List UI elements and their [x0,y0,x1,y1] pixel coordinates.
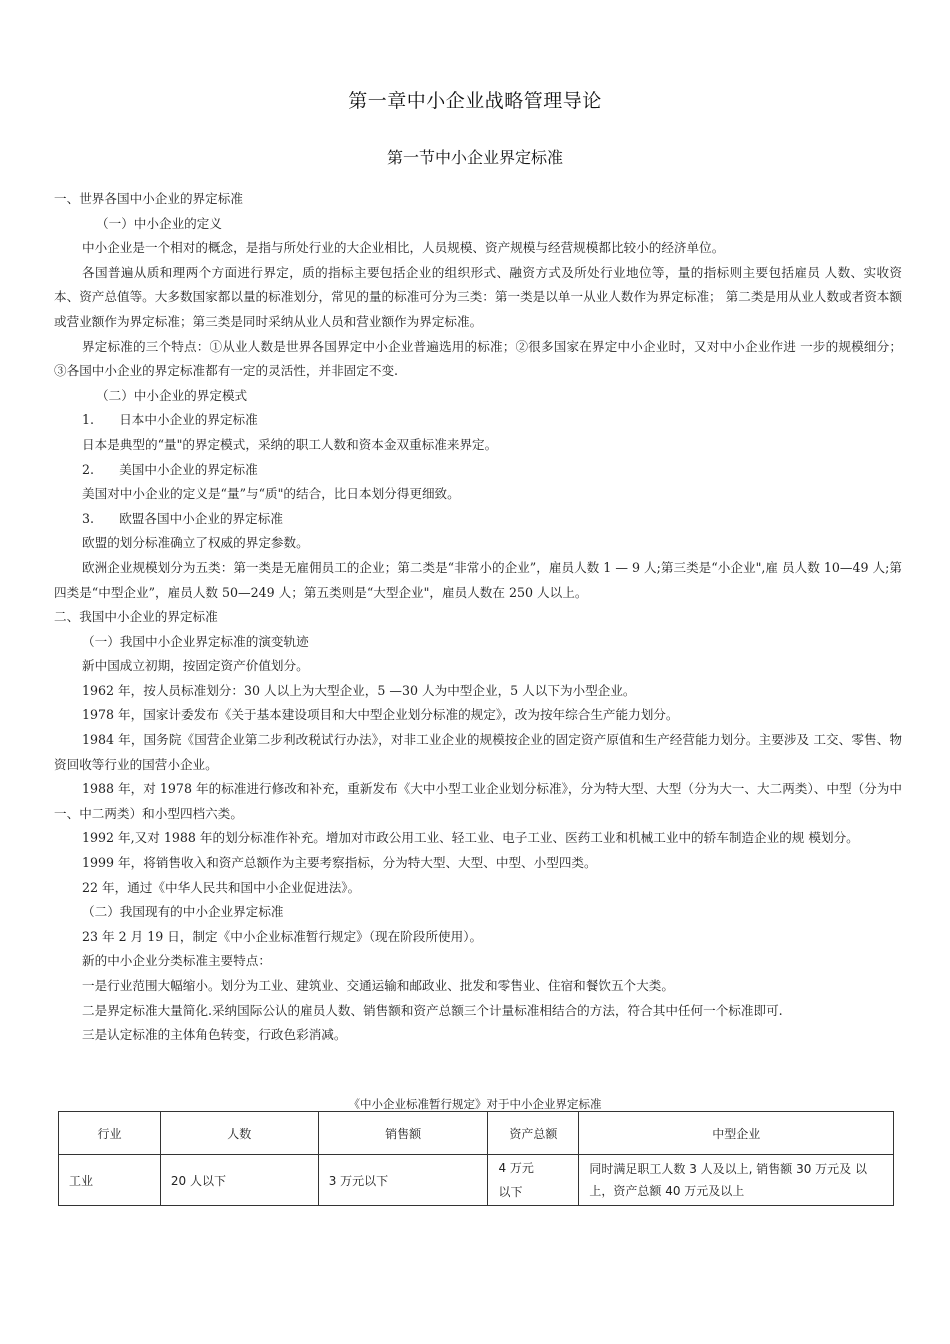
subheading-current: （二）我国现有的中小企业界定标准 [82,904,284,920]
cell-assets-line1: 4 万元 [498,1161,534,1175]
paragraph: 新中国成立初期，按固定资产价值划分。 [82,658,309,674]
paragraph: 1988 年，对 1978 年的标准进行修改和补充，重新发布《大中小型工业企业划分标准》，分为特大型、大型（分为大一、大二两类）、中型（分为中一、中二两类）和小型四档六类。 [54,781,902,821]
paragraph: 新的中小企业分类标准主要特点： [82,953,271,969]
list-item-usa: 2. 美国中小企业的界定标准 [82,461,258,477]
header-cell-sales: 销售额 [318,1112,488,1155]
paragraph: 二是界定标准大量简化.采纳国际公认的雇员人数、销售额和资产总额三个计量标准相结合的方法，符合其中任何一个标准即可. [82,1002,783,1018]
header-cell-medium: 中型企业 [579,1112,894,1155]
paragraph: 欧盟的划分标准确立了权威的界定参数。 [82,535,309,551]
cell-people: 20 人以下 [160,1155,318,1206]
cell-medium: 同时满足职工人数 3 人及以上, 销售额 30 万元及 以上，资产总额 40 万元及以上 [579,1155,894,1206]
list-item-eu: 3. 欧盟各国中小企业的界定标准 [82,510,283,526]
header-cell-people: 人数 [160,1112,318,1155]
paragraph: 1992 年,又对 1988 年的划分标准作补充。增加对市政公用工业、轻工业、电子工业、医药工业和机械工业中的轿车制造企业的规 模划分。 [82,830,859,846]
cell-sales: 3 万元以下 [318,1155,488,1206]
chapter-title: 第一章中小企业战略管理导论 [348,90,602,112]
subheading-evolution: （一）我国中小企业界定标准的演变轨迹 [82,633,309,649]
paragraph: 1962 年，按人员标准划分：30 人以上为大型企业，5 —30 人为中型企业，5 人以下为小型企业。 [82,682,636,698]
paragraph: 23 年 2 月 19 日，制定《中小企业标准暂行规定》（现在阶段所使用）。 [82,928,483,944]
paragraph: 1999 年，将销售收入和资产总额作为主要考察指标，分为特大型、大型、中型、小型四类。 [82,855,597,871]
section-title: 第一节中小企业界定标准 [386,148,563,167]
standards-table [58,1111,894,1206]
cell-assets [488,1155,579,1206]
paragraph: 界定标准的三个特点：①从业人数是世界各国界定中小企业普遍选用的标准；②很多国家在界定中小企业时，又对中小企业作进 一步的规模细分；③各国中小企业的界定标准都有一定的灵活性，并非固定不变. [54,338,902,379]
paragraph: 1984 年，国务院《国营企业第二步利改税试行办法》，对非工业企业的规模按企业的固定资产原值和生产经营能力划分。主要涉及 工交、零售、物资回收等行业的国营小企业。 [54,732,902,772]
paragraph: 美国对中小企业的定义是“量”与“质"的结合，比日本划分得更细致。 [82,486,460,502]
subheading-model: （二）中小企业的界定模式 [96,387,248,403]
document-body [54,187,902,1048]
paragraph: 三是认定标准的主体角色转变，行政色彩消减。 [82,1027,347,1043]
table-caption: 《中小企业标准暂行规定》对于中小企业界定标准 [348,1097,602,1111]
cell-industry: 工业 [59,1155,161,1206]
paragraph: 中小企业是一个相对的概念，是指与所处行业的大企业相比，人员规模、资产规模与经营规模都比较小的经济单位。 [82,240,725,256]
subheading-definition: （一）中小企业的定义 [96,215,222,231]
table-row [59,1155,894,1206]
cell-assets-line2: 以下 [498,1185,523,1199]
paragraph: 一是行业范围大幅缩小。划分为工业、建筑业、交通运输和邮政业、批发和零售业、住宿和餐饮五个大类。 [82,978,674,993]
header-cell-industry: 行业 [59,1112,161,1155]
paragraph: 1978 年，国家计委发布《关于基本建设项目和大中型企业划分标准的规定》，改为按年综合生产能力划分。 [82,707,679,723]
list-item-japan: 1. 日本中小企业的界定标准 [82,412,258,428]
paragraph: 日本是典型的“量"的界定模式，采纳的职工人数和资本金双重标准来界定。 [82,436,498,452]
table-header-row [59,1112,894,1155]
heading-world-standards: 一、世界各国中小企业的界定标准 [54,191,243,206]
paragraph: 欧洲企业规模划分为五类：第一类是无雇佣员工的企业；第二类是“非常小的企业”，雇员人数 1 — 9 人;第三类是“小企业",雇 员人数 10—49 人;第四类是“中型企业”，雇员人数 50—249 人；第五类则是“大型企业"，雇员人数在 250 人以上。 [54,559,902,600]
header-cell-assets: 资产总额 [488,1112,579,1155]
paragraph: 各国普遍从质和理两个方面进行界定，质的指标主要包括企业的组织形式、融资方式及所处行业地位等，量的指标则主要包括雇员 人数、实收资本、资产总值等。大多数国家都以量的标准划分，常见的量的标准可分为三类：第一类是以单一从业人数作为界定标准； 第二类是用从业人数或者资本额或营业额作为界定标准；第三类是同时采纳从业人员和营业额作为界定标准。 [54,264,902,329]
paragraph: 22 年，通过《中华人民共和国中小企业促进法》。 [82,879,361,895]
heading-china-standards: 二、我国中小企业的界定标准 [54,609,218,625]
